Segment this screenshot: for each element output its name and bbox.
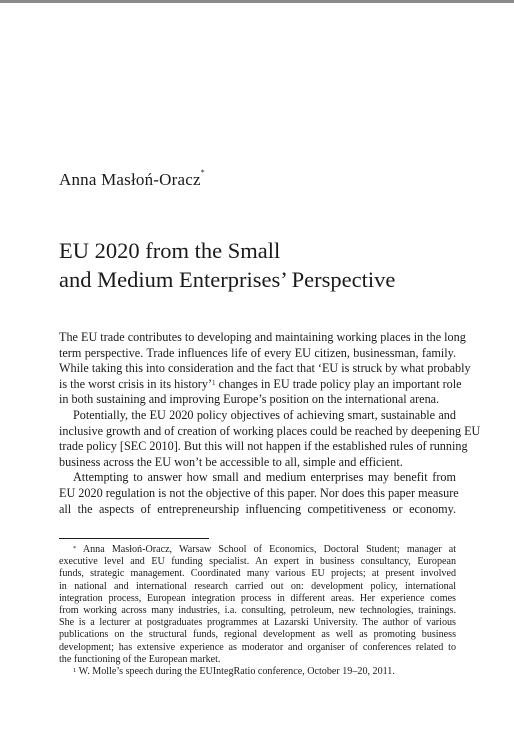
text-line: EU 2020 regulation is not the objective of this paper. Nor does this paper measure [59, 485, 459, 500]
author-footnote-mark: * [200, 168, 205, 177]
footnote-1-mark: 1 [73, 667, 77, 675]
footnote-line: publications on the structural funds, regional development as well as promoting business [59, 629, 456, 641]
footnote-line: from working across many industries, i.a. consulting, petroleum, new technologies, trainings. [59, 605, 456, 617]
text-line: business across the EU won’t be accessible to all, simple and efficient. [59, 454, 403, 469]
text-line: term perspective. Trade influences life of every EU citizen, businessman, family. [59, 345, 456, 360]
text-fragment: is the worst crisis in its history’ [59, 376, 213, 391]
text-line: in both sustaining and improving Europe’s position on the international arena. [59, 392, 440, 407]
article-title [59, 236, 395, 294]
author-name [59, 170, 205, 190]
footnote-line: integration process, European integration process in different areas. Her experience comes [59, 592, 456, 604]
text-fragment: W. Molle’s speech during the EUIntegRatio conference, October 19–20, 2011. [78, 666, 395, 678]
footnote-star-mark: * [73, 545, 77, 552]
footnote-line: development; has extensive experience as moderator and organiser of conferences related to [59, 641, 456, 653]
text-fragment: changes in EU trade policy play an important role [218, 376, 462, 391]
paragraph-3 [59, 470, 459, 517]
text-line: inclusive growth and of creation of working places could be reached by deepening EU [59, 423, 481, 438]
footnotes [59, 544, 456, 678]
text-line: The EU trade contributes to developing and maintaining working places in the long [59, 330, 466, 344]
text-line-with-ref [59, 376, 462, 393]
footnote-line: funds, strategic management. Coordinated many various EU projects; at present involved [59, 568, 456, 580]
text-line: all the aspects of entrepreneurship influencing competitiveness or economy. [59, 501, 456, 516]
title-line-2: and Medium Enterprises’ Perspective [59, 267, 396, 292]
author-name-text: Anna Masłoń-Oracz [59, 170, 201, 189]
title-line-1: EU 2020 from the Small [59, 238, 281, 263]
paragraph-2 [59, 407, 481, 470]
body-text [59, 330, 481, 517]
text-line: Attempting to answer how small and medium enterprises may benefit from [73, 470, 456, 485]
footnote-line: the functioning of the European market. [59, 653, 221, 665]
text-line: trade policy [SEC 2010]. But this will not happen if the established rules of running [59, 439, 468, 454]
footnote-line: She is a lecturer at postgraduates programmes at Lazarski University. The author of various [59, 617, 456, 629]
text-fragment: Anna Masłoń-Oracz, Warsaw School of Economics, Doctoral Student; manager at [82, 544, 457, 555]
top-border-rule [0, 0, 514, 3]
paragraph-1 [59, 330, 471, 408]
footnote-line: executive level and EU funding specialist. An expert in business consultancy, European [59, 556, 456, 568]
footnote-line: in national and international research carried out on: development policy, international [59, 580, 456, 592]
footnote-star-line [59, 544, 456, 556]
text-line: While taking this into consideration and the fact that ‘EU is struck by what probably [59, 361, 471, 376]
footnote-ref-1: 1 [212, 378, 216, 387]
footnote-separator [59, 538, 209, 539]
text-line: Potentially, the EU 2020 policy objectives of achieving smart, sustainable and [73, 407, 456, 422]
footnote-1-line [59, 666, 456, 678]
